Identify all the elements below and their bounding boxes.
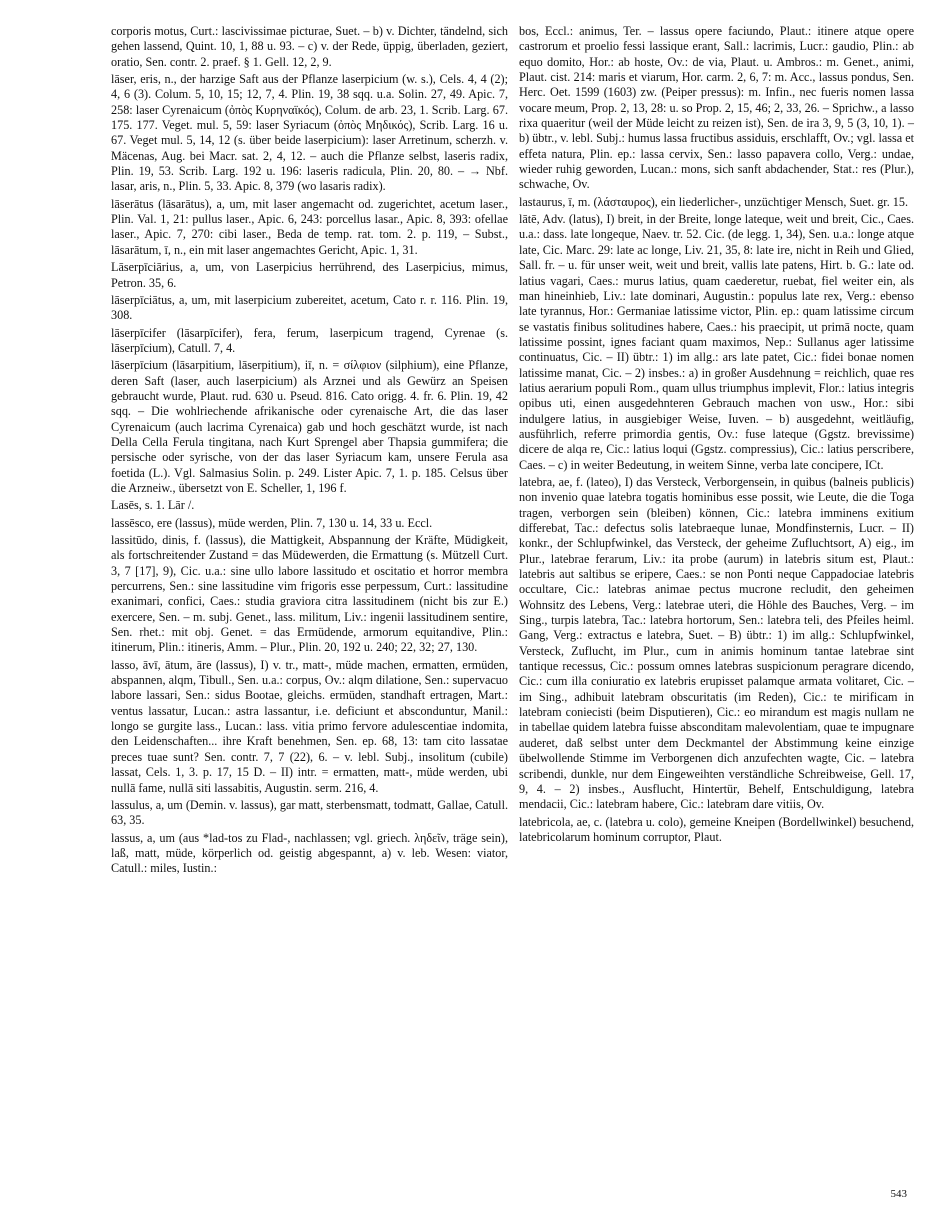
entry-lassus: lassus, a, um (aus *lad-tos zu Flad-, nachlassen; vgl. griech. ληδεῖν, träge sein), laß, matt, müde, körperlich od. geistig abgespannt, a) v. leb. Wesen: viator, Catull.: miles, Iustin.: [111,830,508,876]
entry-laserpiciatus: lāserpīciātus, a, um, mit laserpicium zubereitet, acetum, Cato r. r. 116. Plin. 19, 308. [111,292,508,323]
entry-laserpicifer: lāserpīcifer (lāsarpīcifer), fera, ferum, laserpicum tragend, Cyrenae (s. lāserpīcium), Catull. 7, 4. [111,325,508,355]
entry-lassitudo: lassitūdo, dinis, f. (lassus), die Mattigkeit, Abspannung der Kräfte, Müdigkeit, als fortschreitender Zustand = das Müdewerden, die Ermattung (s. Mützell Curt. 3, 7 [17], 9), Cic. u.a.: sine ullo labore lassitudo et oscitatio et horror membra percurrens, Sen.: sine lassitudine vim frigoris esse perpessum, Curt.: lassitudine exanimari, confici, Caes.: studia graviora citra lassitudinem (nicht bis zur E.) exercere, Sen. – m. subj. Genet., lass. militum, Liv.: ingenii lassitudinem sentire, Sen. rhet.: mit obj. Genet. = das Ermüdende, armorum equitandive, Plin.: itinerum, Plin.: itineris, Amm. – Plur., Plin. 20, 192 u. 240; 22, 32; 27, 130. [111,533,508,655]
entry-latebricola: latebricola, ae, c. (latebra u. colo), gemeine Kneipen (Bordellwinkel) besuchend, latebricolarum hominum corruptor, Plaut. [519,814,914,844]
entry-laseratus: lāserātus (lāsarātus), a, um, mit laser angemacht od. zugerichtet, acetum laser., Plin. Val. 1, 21: pullus laser., Apic. 6, 243: porcellus lasar., Apic. 8, 393: ofellae laser., Apic. 7, 270: cibi laser., Beda de temp. rat. tom. 2. p. 119, – Subst., lāsarātum, ī, n., ein mit laser angemachtes Gericht, Apic. 1, 31. [111,196,508,257]
entry-lasso: lasso, āvī, ātum, āre (lassus), I) v. tr., matt-, müde machen, ermatten, ermüden, abspannen, alqm, Tibull., Sen. u.a.: corpus, Ov.: alqm dilatione, Sen.: supervacuo labore lassari, Sen.: sidus Bootae, gleichs. ermüden, standhaft ertragen, Mart.: ventus lassatur, Lucan.: astra lassantur, i.e. deficiunt et absconduntur, Manil.: longo se gurgite lass., Lucan.: lass. vitia primo fervore adulescentiae indomita, den Leidenschaften... ihre Kraft benehmen, Sen. ep. 68, 13: tam cito lassatae preces tuae sunt? Sen. contr. 7, 7 (22), 6. – v. lebl. Subj., insolitum (cubile) lassat, Cels. 1, 3. p. 17, 15 D. – II) intr. = ermatten, matt-, müde werden, ubi nullā fame, nullā siti lassabitis, Augustin. serm. 216, 4. [111,657,508,795]
entry-latebra: latebra, ae, f. (lateo), I) das Versteck, Verborgensein, in quibus (balneis publicis) non invenio quae latebra togatis hominibus esse possit, wie Leute, die die Toga tragen, verborgen sein (bleiben) können, Cic.: latebra imminens exitium differebat, Tac.: defectus solis latebraeque lunae, Mondfinsternis, Lucr. – II) konkr., der Schlupfwinkel, das Versteck, der geheime Zufluchtsort, A) eig., im Plur., latebrae ferarum, Liv.: ita probe (aurum) in latebris situm est, Plaut.: latebris aut saltibus se eripere, Caes.: se non Ponti neque Cappadociae latebris occultare, Cic.: latebras animae pectus mucrone recludit, den geheimen Wohnsitz des Lebens, Verg.: latebrae uteri, die Höhle des Bauches, Verg. – im Sing., turpis latebra, Tac.: latebra hortorum, Sen.: latebra teli, des Pfeiles heiml. Gang, Verg.: extractus e latebra, Suet. – B) übtr.: 1) im allg.: Schlupfwinkel, Versteck, Zuflucht, im Plur., cum in animis hominum tantae latebrae sint tantique recessus, Cic.: possum omnes latebras suspicionum peragrare dicendo, Cic.: cum illa coniuratio ex latebris erupisset palamque armata volitaret, Cic. – im Sing., adhibuit latebram obscuritatis (im Reden), Cic.: te mirificam in latebram coniecisti (beim Disputieren), Cic.: eo mirandum est magis nullam ne in tabellae quidem latebra fuisse absconditam malevolentiam, quae te impugnare auderet, daß selbst unter dem Deckmantel der Abstimmung keine einzige übelwollende Stimme im Verborgenen dich anzufechten wagte, Cic. – latebra scribendi, dunkle, nur dem Eingeweihten verständliche Schreibweise, Gell. 17, 9, 4. – 2) insbes., Ausflucht, Hintertür, Behelf, Entschuldigung, latebra mendacii, Cic.: latebram habere, Cic.: latebram dare vitiis, Ov. [519,474,914,812]
left-column [111,24,508,879]
entry-late: lātē, Adv. (latus), I) breit, in der Breite, longe lateque, weit und breit, Cic., Caes. u.a.: dass. late longeque, Naev. tr. 52. Cic. (de legg. 1, 34), Sen. u.a.: longe atque late, Cic. Marc. 29: late ac longe, Liv. 21, 35, 8: late ire, nicht in Reih und Glied, Sall. fr. – u. für unser weit, weit und breit, vallis late patens, Hirt. b. G.: late od. latius vagari, Caes.: murus latius, quam caederetur, ruebat, fiel weiter ein, als man hineinhieb, Liv.: late dominari, Augustin.: populus late rex, Verg.: ebenso late tyrannus, Hor.: Germaniae latissime victor, Plin. ep.: quam latissime circum se vastatis finibus solitudines habere, Caes.: his praecipit, ut primā nocte, quam latissime possint, ignes faciant quam maximos, Nep.: Sullanus ager latissime continuatus, Cic. – II) übtr.: 1) im allg.: ars late patet, Cic.: fidei bonae nomen latissime manat, Cic. – 2) insbes.: a) in großer Ausdehnung = reichlich, quae res latius aerarium populi Rom., quam ullus triumphus implevit, Flor.: latius integris opibus uti, einen ausgedehnteren Gebrauch machen von usw., Hor.: sibi indulgere latius, in ausgiebiger Weise, Iuven. – b) ausgedehnt, weitläufig, ausführlich, referre primordia gentis, Ov.: fuse lateque (Ggstz. brevissime) dicere de alqa re, Cic.: latius loqui (Ggstz. compressius), Cic.: latius perscribere, Caes. – c) in weiter Bedeutung, in weitem Sinne, verba late concipere, ICt. [519,212,914,472]
right-column [519,24,914,847]
page-number: 543 [890,1188,907,1200]
entry-lassus-cont: bos, Eccl.: animus, Ter. – lassus opere faciundo, Plaut.: itinere atque opere castrorum et proelio fessi lassique erant, Sall.: lacrimis, Lucr.: gaudio, Plin.: ab equo domito, Hor.: ab hoste, Ov.: de via, Plaut. u. Ambros.: m. Genet., animi, Plaut. cist. 214: maris et viarum, Hor. carm. 2, 6, 7: m. Acc., lassus pondus, Sen. Herc. Oet. 1599 (1603) zw. (Peiper pressus): m. Infin., nec fueris nomen lassa vocare meum, Prop. 2, 13, 28: u. so Prop. 2, 15, 46; 2, 33, 26. – Sprichw., a lasso rixa quaeritur (weil der Müde leicht zu reizen ist), Sen. de ira 3, 9, 5 (3, 10, 1). – b) übtr., v. lebl. Subj.: humus lassa fructibus assiduis, erschlafft, Ov.; vgl. lassa et effeta natura, Plin. ep.: lassa cervix, Sen.: lasso papavera collo, Verg.: undae, wieder ruhig geworden, Lucan.: mons, sich sanft abdachender, Stat.: res (Plur.), schwache, Ov. [519,24,914,192]
entry-laserpiciarius: Lāserpīciārius, a, um, von Laserpicius herrührend, des Laserpicius, mimus, Petron. 35, 6. [111,260,508,290]
entry-laser: lāser, eris, n., der harzige Saft aus der Pflanze laserpicium (w. s.), Cels. 4, 4 (2); 4, 6 (3). Colum. 5, 10, 15; 12, 7, 4. Plin. 19, 38 sqq. u.a. Solin. 27, 49. Apic. 7, 258: laser Cyrenaicum (ὀπὸς Κυρηναϊκός), Colum. de arb. 23, 1. Scrib. Larg. 67. 175. 177. Veget. mul. 5, 59: laser Syriacum (ὀπὸς Μηδικός), Scrib. Larg. 16 u. 67. Veget mul. 5, 14, 12 (s. über beide laserpicium): laser Arretinum, scherzh. v. Mäcenas, Aug. bei Macr. sat. 2, 4, 12. – auch die Pflanze selbst, laseris radix, Plin. 19, 53. Scrib. Larg. 192 u. 196: laseris radicula, Plin. 20, 80. – → Nbf. lasar, aris, n., Plin. 5, 33. Apic. 8, 379 (wo lasaris radix). [111,72,508,194]
entry-corporis: corporis motus, Curt.: lascivissimae picturae, Suet. – b) v. Dichter, tändelnd, sich gehen lassend, Quint. 10, 1, 88 u. 93. – c) v. der Rede, üppig, überladen, geziert, oratio, Sen. contr. 2. praef. § 1. Gell. 12, 2, 9. [111,24,508,69]
entry-laserpicium: lāserpīcium (lāsarpitium, lāserpitium), iī, n. = σίλφιον (silphium), eine Pflanze, deren Saft (laser, auch laserpicium) als Arznei und als Gewürz an Speisen gebraucht wurde, Plaut. rud. 630 u. Pseud. 816. Cato origg. 4. fr. 6. Plin. 19, 42 sqq. – Die wohlriechende afrikanische oder cyrenaische Art, die das laser Cyrenaicum (auch lacrima Cyrenaica) gab und hoch geschätzt wurde, ist nach Della Cella Ferula tingitana, nach Kurt Sprengel aber Thapsia gummifera; die persische oder syrische, von der das laser Syriacum kam, unsere Ferula asa foetida (L.). Vgl. Salmasius Solin. p. 249. Lister Apic. 7, 1. p. 185. Celsus über die Arzneiw., übersetzt von E. Scheller, 1, 196 f. [111,358,508,495]
entry-lastaurus: lastaurus, ī, m. (λάσταυρος), ein liederlicher-, unzüchtiger Mensch, Suet. gr. 15. [519,194,909,209]
entry-lassesco: lassēsco, ere (lassus), müde werden, Plin. 7, 130 u. 14, 33 u. Eccl. [111,515,433,530]
entry-lases: Lasēs, s. 1. Lār /. [111,498,195,513]
entry-lassulus: lassulus, a, um (Demin. v. lassus), gar matt, sterbensmatt, todmatt, Gallae, Catull. 63, 35. [111,797,508,828]
